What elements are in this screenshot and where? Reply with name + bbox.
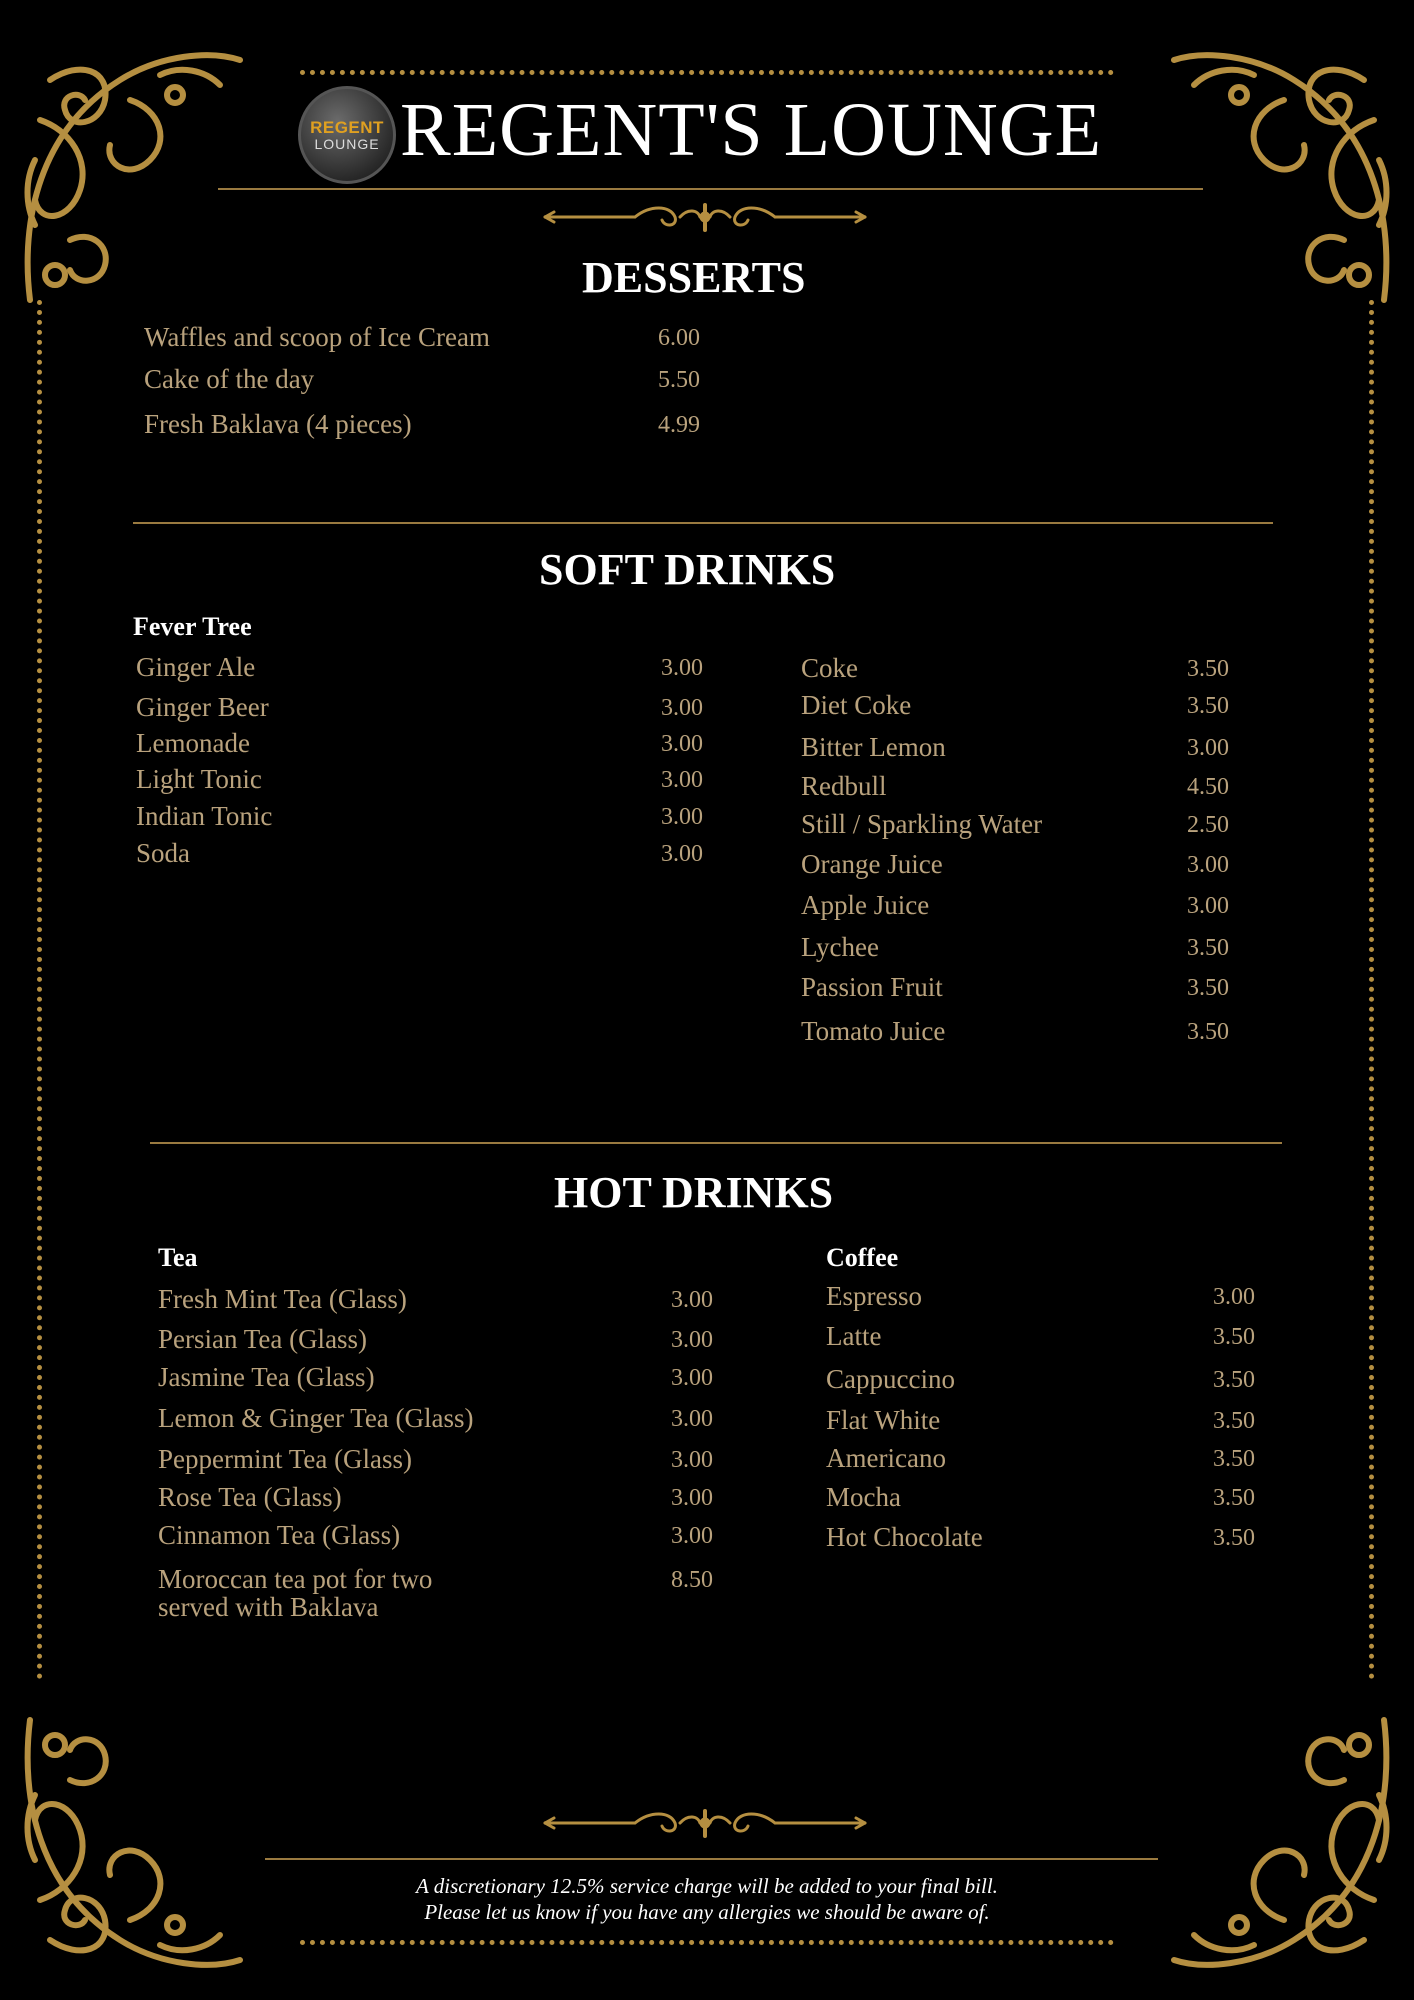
menu-item-price: 6.00 xyxy=(658,325,700,351)
menu-item-name: Indian Tonic xyxy=(136,801,273,831)
subheading-coffee: Coffee xyxy=(826,1243,899,1272)
menu-item-price: 4.99 xyxy=(658,412,700,438)
menu-item-name: Redbull xyxy=(801,771,887,801)
section-title-soft-drinks: SOFT DRINKS xyxy=(539,545,836,594)
menu-item-name: Diet Coke xyxy=(801,690,912,720)
logo-text-regent: REGENT xyxy=(310,118,384,137)
menu-item-name-continued: served with Baklava xyxy=(158,1592,379,1622)
menu-item-name: Cappuccino xyxy=(826,1364,955,1394)
menu-item-name: Ginger Beer xyxy=(136,692,269,722)
corner-ornament-bottom-left xyxy=(10,1680,250,1980)
menu-item-price: 3.50 xyxy=(1213,1408,1255,1434)
menu-item-price: 3.00 xyxy=(1213,1284,1255,1310)
menu-item-price: 3.00 xyxy=(661,655,703,681)
menu-item-price: 3.00 xyxy=(1187,893,1229,919)
menu-item-price: 3.00 xyxy=(671,1287,713,1313)
menu-item-name: Bitter Lemon xyxy=(801,732,946,762)
menu-item-price: 4.50 xyxy=(1187,774,1229,800)
lounge-logo xyxy=(298,86,396,184)
frame-border-bottom xyxy=(300,1940,1114,1945)
menu-item-name: Lemonade xyxy=(136,728,250,758)
menu-item-name: Waffles and scoop of Ice Cream xyxy=(144,322,490,352)
footer-divider xyxy=(265,1858,1158,1860)
menu-item-price: 3.00 xyxy=(671,1485,713,1511)
menu-item-price: 3.00 xyxy=(671,1447,713,1473)
menu-item-price: 3.00 xyxy=(1187,735,1229,761)
menu-item-price: 3.50 xyxy=(1213,1324,1255,1350)
menu-item-price: 3.50 xyxy=(1213,1367,1255,1393)
menu-item-price: 3.50 xyxy=(1187,656,1229,682)
corner-ornament-top-left xyxy=(10,40,250,340)
subheading-fever-tree: Fever Tree xyxy=(133,612,252,641)
flourish-divider-top xyxy=(540,200,870,234)
title-divider xyxy=(218,188,1203,190)
menu-item-name: Apple Juice xyxy=(801,890,930,920)
menu-item-name: Ginger Ale xyxy=(136,652,256,682)
menu-item-name: Soda xyxy=(136,838,190,868)
menu-item-price: 3.00 xyxy=(661,767,703,793)
menu-item-name: Light Tonic xyxy=(136,764,262,794)
menu-item-name: Flat White xyxy=(826,1405,941,1435)
menu-item-price: 3.50 xyxy=(1213,1485,1255,1511)
menu-item-name: Americano xyxy=(826,1443,946,1473)
menu-item-name: Cinnamon Tea (Glass) xyxy=(158,1520,401,1550)
menu-item-name: Rose Tea (Glass) xyxy=(158,1482,342,1512)
menu-item-name: Peppermint Tea (Glass) xyxy=(158,1444,413,1474)
menu-item-name: Latte xyxy=(826,1321,882,1351)
menu-item-price: 3.50 xyxy=(1187,693,1229,719)
menu-item-price: 3.50 xyxy=(1187,935,1229,961)
menu-item-name: Espresso xyxy=(826,1281,922,1311)
menu-item-price: 3.00 xyxy=(671,1406,713,1432)
menu-item-price: 3.50 xyxy=(1213,1525,1255,1551)
menu-item-name: Lychee xyxy=(801,932,879,962)
menu-item-name: Persian Tea (Glass) xyxy=(158,1324,368,1354)
menu-item-name: Still / Sparkling Water xyxy=(801,809,1043,839)
menu-item-name: Orange Juice xyxy=(801,849,943,879)
section-title-hot-drinks: HOT DRINKS xyxy=(554,1168,834,1217)
frame-border-right xyxy=(1369,300,1374,1680)
section-title-desserts: DESSERTS xyxy=(582,253,806,302)
menu-item-name: Fresh Baklava (4 pieces) xyxy=(144,409,412,439)
corner-ornament-top-right xyxy=(1164,40,1404,340)
menu-item-name: Hot Chocolate xyxy=(826,1522,983,1552)
menu-item-price: 3.00 xyxy=(671,1523,713,1549)
menu-item-price: 3.00 xyxy=(671,1365,713,1391)
frame-border-left xyxy=(37,300,42,1680)
menu-item-name: Passion Fruit xyxy=(801,972,943,1002)
menu-item-name: Mocha xyxy=(826,1482,901,1512)
menu-item-price: 3.00 xyxy=(671,1327,713,1353)
menu-item-name: Coke xyxy=(801,653,858,683)
section-divider-hot-drinks xyxy=(150,1142,1282,1144)
menu-item-price: 8.50 xyxy=(671,1567,713,1593)
menu-item-name: Lemon & Ginger Tea (Glass) xyxy=(158,1403,474,1433)
footer-service-charge-note: A discretionary 12.5% service charge will be added to your final bill. xyxy=(416,1874,998,1898)
logo-text-lounge: LOUNGE xyxy=(314,136,380,152)
menu-item-price: 3.50 xyxy=(1213,1446,1255,1472)
corner-ornament-bottom-right xyxy=(1164,1680,1404,1980)
subheading-tea: Tea xyxy=(158,1243,198,1272)
menu-item-price: 5.50 xyxy=(658,367,700,393)
menu-item-name: Cake of the day xyxy=(144,364,315,394)
flourish-divider-bottom xyxy=(540,1806,870,1840)
page-title: REGENT'S LOUNGE xyxy=(400,88,1103,172)
menu-item-price: 3.00 xyxy=(661,695,703,721)
menu-item-name: Fresh Mint Tea (Glass) xyxy=(158,1284,407,1314)
menu-item-name: Moroccan tea pot for two xyxy=(158,1564,433,1594)
menu-item-price: 3.50 xyxy=(1187,975,1229,1001)
menu-item-price: 3.00 xyxy=(661,841,703,867)
section-divider-soft-drinks xyxy=(133,522,1273,524)
menu-item-price: 3.00 xyxy=(661,731,703,757)
footer-allergy-note: Please let us know if you have any allergies we should be aware of. xyxy=(424,1900,990,1924)
menu-item-name: Tomato Juice xyxy=(801,1016,946,1046)
menu-item-price: 3.00 xyxy=(1187,852,1229,878)
frame-border-top xyxy=(300,70,1114,75)
menu-item-price: 3.00 xyxy=(661,804,703,830)
menu-item-name: Jasmine Tea (Glass) xyxy=(158,1362,375,1392)
menu-item-price: 3.50 xyxy=(1187,1019,1229,1045)
menu-item-price: 2.50 xyxy=(1187,812,1229,838)
